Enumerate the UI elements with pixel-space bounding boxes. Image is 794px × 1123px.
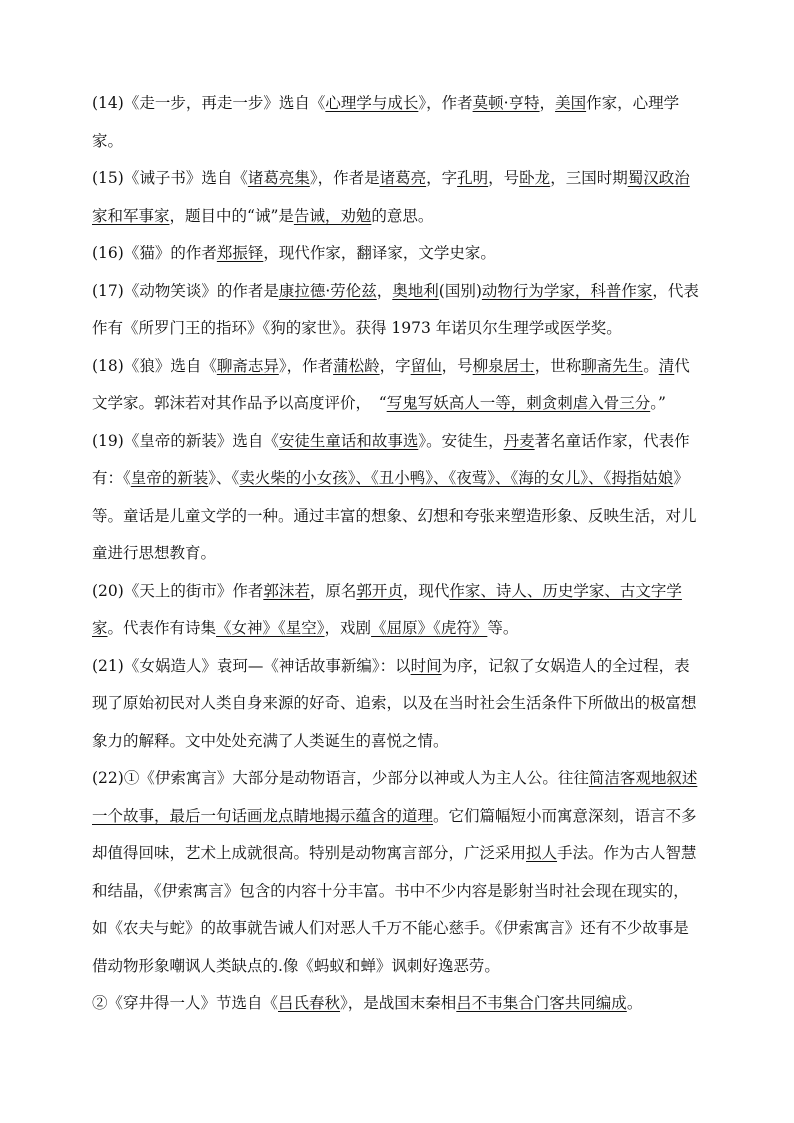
underlined-term: 卖火柴的小女孩》、《丑小鸭》、《夜莺》、《海的女儿》、《拇指姑娘 bbox=[239, 469, 674, 487]
underlined-term: 丹麦 bbox=[503, 431, 535, 450]
text-run: 》、《 bbox=[208, 469, 240, 487]
text-run: 。 bbox=[626, 994, 643, 1012]
text-run: 的意思。 bbox=[371, 206, 434, 225]
underlined-term: 拟人 bbox=[526, 844, 558, 862]
underlined-term: 吕不韦集合门客共同编成 bbox=[456, 994, 627, 1012]
text-run: 代文学家。郭沫若对其作品予以高度评价， “ bbox=[92, 356, 690, 412]
text-run: (21)《女娲造人》袁珂—《神话故事新编》：以 bbox=[92, 656, 411, 675]
text-run: ，号 bbox=[441, 356, 473, 375]
underlined-term: 安徒生童话和故事选 bbox=[278, 431, 419, 450]
text-run: 等。 bbox=[487, 619, 519, 637]
text-run: 》，作者 bbox=[278, 356, 334, 375]
text-run: (18)《狼》选自《 bbox=[92, 356, 217, 375]
document-body bbox=[92, 85, 704, 1023]
text-run: ，现代作家，翻译家，文学史家。 bbox=[263, 244, 496, 262]
text-run: ②《穿井得一人》节选自《 bbox=[92, 994, 279, 1012]
text-run: 》，作者是 bbox=[309, 169, 380, 187]
paragraph-p21 bbox=[92, 648, 704, 761]
underlined-term: 奥地利 bbox=[392, 281, 439, 300]
underlined-term: 作家、诗人、历史学家、古文字学家 bbox=[92, 581, 682, 637]
underlined-term: 皇帝的新装 bbox=[130, 469, 209, 487]
underlined-term: 聊斋先生 bbox=[581, 356, 644, 375]
text-run: ，现代 bbox=[402, 581, 450, 600]
underlined-term: 卧龙 bbox=[519, 169, 551, 187]
text-run: 。 bbox=[643, 356, 659, 375]
text-run: ，三国时期 bbox=[550, 169, 628, 187]
text-run: ，世称 bbox=[534, 356, 582, 375]
underlined-term: 蒲松龄 bbox=[333, 356, 380, 375]
text-run: 。代表作有诗集 bbox=[107, 619, 217, 637]
text-run: 作家，心理学家。 bbox=[92, 94, 680, 150]
text-run: 》等。童话是儿童文学的一种。通过丰富的想象、幻想和夸张来塑造形象、反映生活，对儿童进行思想教育。 bbox=[92, 469, 697, 562]
underlined-term: 莫顿·亨特 bbox=[472, 94, 540, 112]
text-run: (20)《天上的街市》作者 bbox=[92, 581, 264, 600]
underlined-term: 孔明 bbox=[457, 169, 489, 187]
paragraph-p19 bbox=[92, 423, 704, 573]
underlined-term: 写鬼写妖高人一等，刺贪刺虐入骨三分 bbox=[386, 394, 651, 412]
text-run: ，号 bbox=[488, 169, 520, 187]
text-run: 手法。作为古人智慧和结晶，《伊索寓言》包含的内容十分丰富。书中不少内容是影射当时社会现在现实的，如《农夫与蛇》的故事就告诫人们对恶人千万不能心慈手。《伊索寓言》还有不少故事是借动物形象嘲讽人类缺点的.像《蚂蚁和蝉》讽刺好逸恶劳。 bbox=[92, 844, 697, 975]
underlined-term: 《女神》《星空》 bbox=[216, 619, 325, 637]
underlined-term: 郭沫若 bbox=[263, 581, 310, 600]
text-run: ，代表作有《所罗门王的指环》《狗的家世》。获得 1973 年诺贝尔生理学或医学奖。 bbox=[92, 281, 699, 337]
underlined-term: 《屈原》《虎符》 bbox=[371, 619, 488, 637]
text-run: (国别) bbox=[438, 281, 482, 300]
text-run: (15)《诫子书》选自《 bbox=[92, 169, 248, 187]
text-run: ，原名 bbox=[309, 581, 357, 600]
paragraph-p18 bbox=[92, 348, 704, 423]
text-run: (14)《走一步，再走一步》选自《 bbox=[92, 94, 326, 112]
underlined-term: 动物行为学家，科普作家 bbox=[481, 281, 653, 300]
text-run: 。它们篇幅短小而寓意深刻，语言不多却值得回味，艺术上成就很高。特别是动物寓言部分，广泛采用 bbox=[92, 806, 697, 862]
underlined-term: 康拉德·劳伦兹 bbox=[278, 281, 377, 300]
underlined-term: 时间 bbox=[410, 656, 442, 675]
text-run: ，字 bbox=[426, 169, 458, 187]
underlined-term: 诸葛亮集 bbox=[247, 169, 310, 187]
text-run: ， bbox=[539, 94, 556, 112]
underlined-term: 吕氏春秋 bbox=[278, 994, 341, 1012]
text-run: ，戏剧 bbox=[324, 619, 372, 637]
paragraph-p22b bbox=[92, 985, 704, 1023]
underlined-term: 简洁客观地叙述一个故事，最后一句话画龙点睛地揭示蕴含的道理 bbox=[92, 769, 698, 825]
text-run: 》，是战国末秦相 bbox=[340, 994, 457, 1012]
underlined-term: 清 bbox=[658, 356, 675, 375]
paragraph-p22a bbox=[92, 760, 704, 985]
underlined-term: 蜀汉政治家和军事家 bbox=[92, 169, 690, 225]
text-run: 。” bbox=[650, 394, 666, 412]
underlined-term: 告诫，劝勉 bbox=[293, 206, 372, 225]
underlined-term: 柳泉居士 bbox=[472, 356, 535, 375]
text-run: 为序，记叙了女娲造人的全过程，表现了原始初民对人类自身来源的好奇、追索，以及在当时社会生活条件下所做出的极富想象力的解释。文中处处充满了人类诞生的喜悦之情。 bbox=[92, 656, 697, 750]
underlined-term: 郑振铎 bbox=[216, 244, 264, 262]
text-run: (22)①《伊索寓言》大部分是动物语言，少部分以神或人为主人公。往往 bbox=[92, 769, 589, 787]
text-run: ，题目中的“诫”是 bbox=[169, 206, 294, 225]
underlined-term: 郭开贞 bbox=[356, 581, 403, 600]
paragraph-p20 bbox=[92, 573, 704, 648]
text-run: (16)《猫》的作者 bbox=[92, 244, 217, 262]
text-run: ， bbox=[376, 281, 393, 300]
underlined-term: 心理学与成长 bbox=[325, 94, 419, 112]
underlined-term: 留仙 bbox=[410, 356, 442, 375]
underlined-term: 美国 bbox=[555, 94, 587, 112]
text-run: (19)《皇帝的新装》选自《 bbox=[92, 431, 279, 450]
underlined-term: 诸葛亮 bbox=[379, 169, 427, 187]
text-run: (17)《动物笑谈》的作者是 bbox=[92, 281, 279, 300]
paragraph-p15 bbox=[92, 160, 704, 235]
text-run: 》，作者 bbox=[418, 94, 473, 112]
text-run: 著名童话作家，代表作 有：《 bbox=[92, 431, 690, 487]
underlined-term: 聊斋志异 bbox=[216, 356, 279, 375]
paragraph-p17 bbox=[92, 273, 704, 348]
paragraph-p14 bbox=[92, 85, 704, 160]
text-run: 》。安徒生， bbox=[418, 431, 504, 450]
text-run: ，字 bbox=[379, 356, 411, 375]
paragraph-p16 bbox=[92, 235, 704, 273]
